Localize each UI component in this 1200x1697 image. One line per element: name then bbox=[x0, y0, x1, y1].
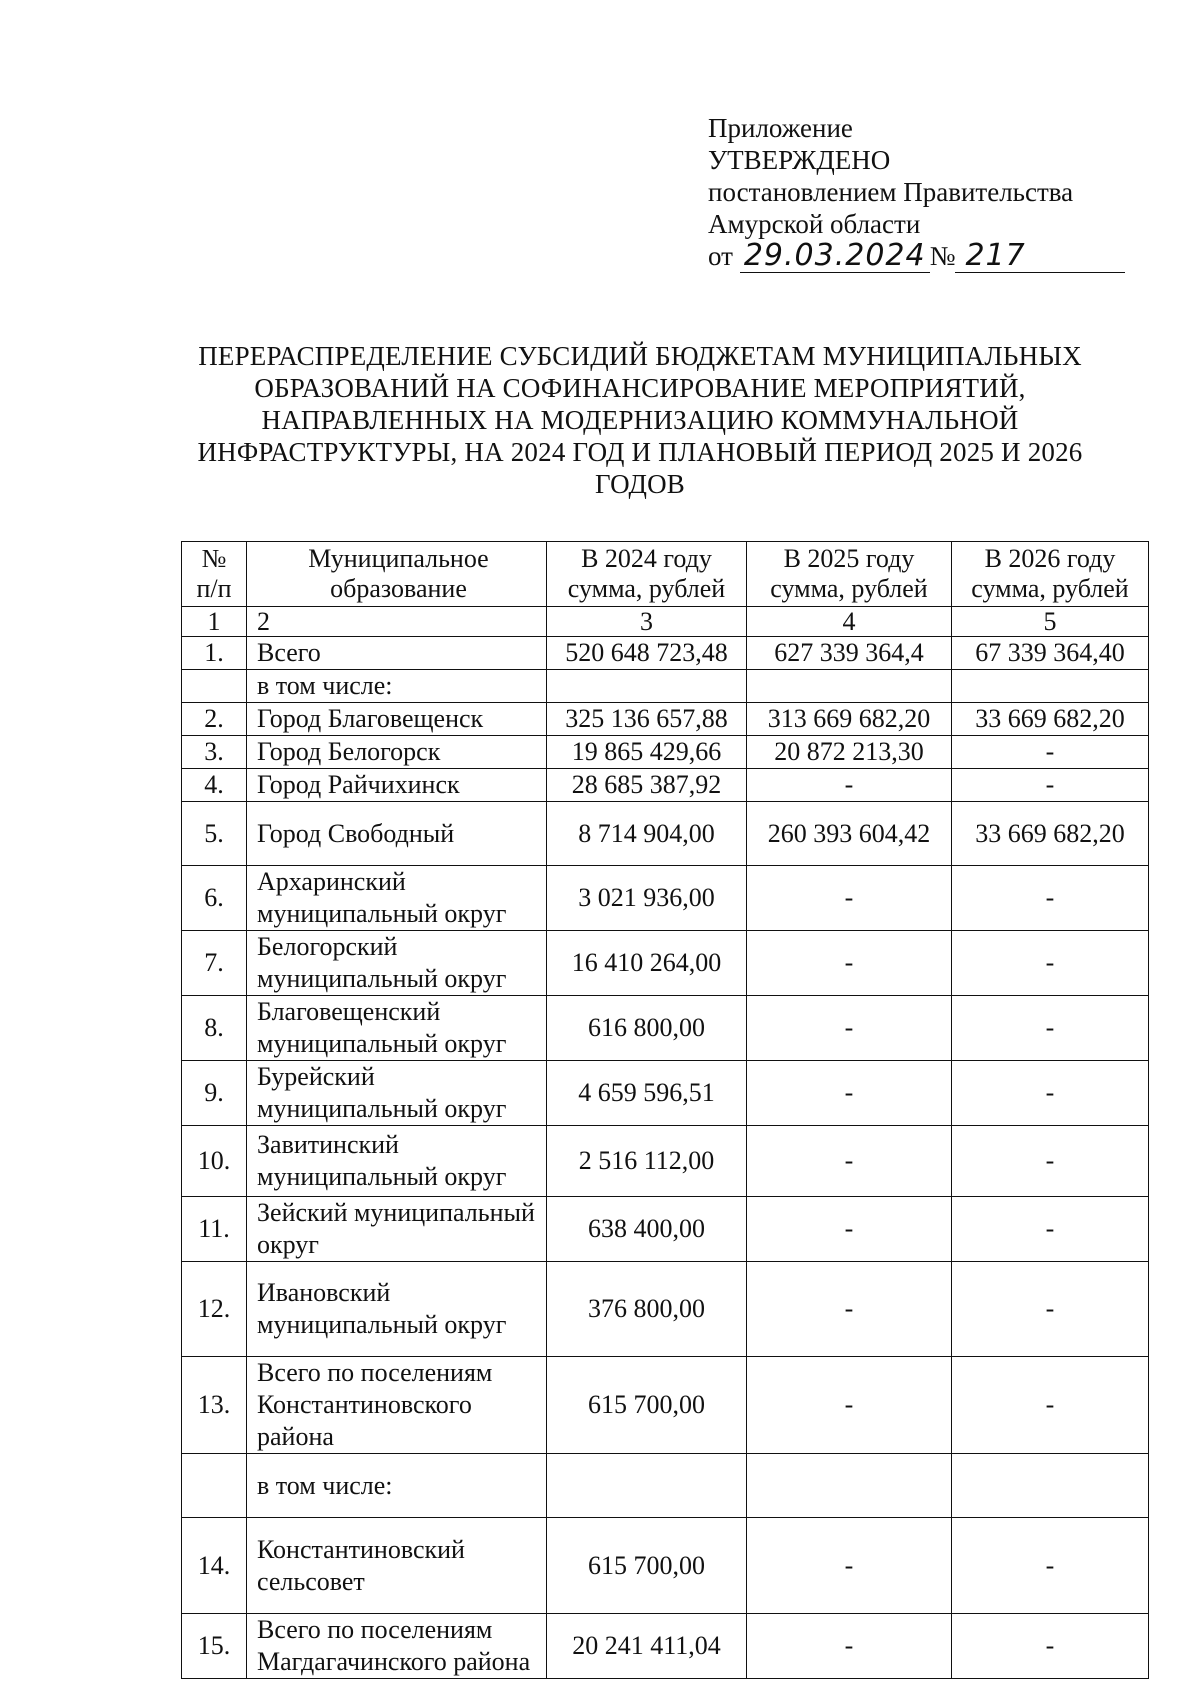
cell-col-4: 313 669 682,20 bbox=[747, 703, 952, 736]
table-row bbox=[182, 931, 1149, 996]
cell-col-5: - bbox=[952, 931, 1149, 996]
cell-col-4: 20 872 213,30 bbox=[747, 736, 952, 769]
region-label: Амурской области bbox=[708, 209, 921, 239]
cell-col-3: 615 700,00 bbox=[547, 1357, 747, 1454]
cell-col-3: 376 800,00 bbox=[547, 1262, 747, 1357]
cell-col-2: Архаринский муниципальный округ bbox=[247, 866, 547, 931]
cell-col-1: 14. bbox=[182, 1518, 247, 1614]
cell-col-1: 11. bbox=[182, 1197, 247, 1262]
table-header-row bbox=[182, 542, 1149, 607]
cell-col-1: 5. bbox=[182, 802, 247, 866]
cell-col-4: 4 bbox=[747, 607, 952, 637]
appendix-label: Приложение bbox=[708, 113, 853, 143]
cell-col-5: - bbox=[952, 1614, 1149, 1679]
cell-col-1 bbox=[182, 1454, 247, 1518]
document-title: ПЕРЕРАСПРЕДЕЛЕНИЕ СУБСИДИЙ БЮДЖЕТАМ МУНИЦИПАЛЬНЫХ ОБРАЗОВАНИЙ НА СОФИНАНСИРОВАНИЕ МЕРОПРИЯТИЙ, НАПРАВЛЕННЫХ НА МОДЕРНИЗАЦИЮ КОММУНАЛЬНОЙ ИНФРАСТРУКТУРЫ, НА 2024 ГОД И ПЛАНОВЫЙ ПЕРИОД 2025 И 2026 ГОДОВ bbox=[197, 341, 1083, 499]
cell-col-5: - bbox=[952, 866, 1149, 931]
cell-col-2: Бурейский муниципальный округ bbox=[247, 1061, 547, 1126]
cell-col-1: 7. bbox=[182, 931, 247, 996]
cell-col-2: Константиновский сельсовет bbox=[247, 1518, 547, 1614]
cell-col-2: Муниципальное образование bbox=[247, 542, 547, 607]
cell-col-3: 325 136 657,88 bbox=[547, 703, 747, 736]
cell-col-4: 260 393 604,42 bbox=[747, 802, 952, 866]
cell-col-4: - bbox=[747, 1262, 952, 1357]
cell-col-3: 8 714 904,00 bbox=[547, 802, 747, 866]
cell-col-3 bbox=[547, 670, 747, 703]
cell-col-3: 2 516 112,00 bbox=[547, 1126, 747, 1197]
approval-block bbox=[708, 112, 1125, 273]
cell-col-2: Город Свободный bbox=[247, 802, 547, 866]
cell-col-2: в том числе: bbox=[247, 670, 547, 703]
table-row bbox=[182, 866, 1149, 931]
cell-col-2: Всего по поселениям Магдагачинского района bbox=[247, 1614, 547, 1679]
cell-col-3: 3 bbox=[547, 607, 747, 637]
cell-col-4: В 2025 году сумма, рублей bbox=[747, 542, 952, 607]
cell-col-3: 616 800,00 bbox=[547, 996, 747, 1061]
table-row bbox=[182, 769, 1149, 802]
cell-col-5: 67 339 364,40 bbox=[952, 637, 1149, 670]
cell-col-2: Завитинский муниципальный округ bbox=[247, 1126, 547, 1197]
cell-col-1: 1. bbox=[182, 637, 247, 670]
resolution-label: постановлением Правительства bbox=[708, 177, 1074, 207]
cell-col-3: 520 648 723,48 bbox=[547, 637, 747, 670]
table-row bbox=[182, 637, 1149, 670]
cell-col-4: - bbox=[747, 1614, 952, 1679]
cell-col-2: Всего bbox=[247, 637, 547, 670]
cell-col-4 bbox=[747, 1454, 952, 1518]
cell-col-5: - bbox=[952, 1126, 1149, 1197]
cell-col-5: 33 669 682,20 bbox=[952, 703, 1149, 736]
cell-col-5: - bbox=[952, 996, 1149, 1061]
cell-col-4: - bbox=[747, 769, 952, 802]
table-row bbox=[182, 1126, 1149, 1197]
cell-col-3: 19 865 429,66 bbox=[547, 736, 747, 769]
cell-col-3: 28 685 387,92 bbox=[547, 769, 747, 802]
cell-col-2: Зейский муниципальный округ bbox=[247, 1197, 547, 1262]
cell-col-2: Всего по поселениям Константиновского района bbox=[247, 1357, 547, 1454]
cell-col-2: Город Райчихинск bbox=[247, 769, 547, 802]
cell-col-5: - bbox=[952, 736, 1149, 769]
cell-col-4 bbox=[747, 670, 952, 703]
table-row bbox=[182, 996, 1149, 1061]
cell-col-5: - bbox=[952, 769, 1149, 802]
cell-col-1: 3. bbox=[182, 736, 247, 769]
table-row bbox=[182, 1518, 1149, 1614]
cell-col-2: Ивановский муниципальный округ bbox=[247, 1262, 547, 1357]
cell-col-3: В 2024 году сумма, рублей bbox=[547, 542, 747, 607]
cell-col-1: 1 bbox=[182, 607, 247, 637]
cell-col-3: 638 400,00 bbox=[547, 1197, 747, 1262]
cell-col-1: 8. bbox=[182, 996, 247, 1061]
table-row bbox=[182, 1357, 1149, 1454]
cell-col-3: 3 021 936,00 bbox=[547, 866, 747, 931]
cell-col-1: № п/п bbox=[182, 542, 247, 607]
column-number-row bbox=[182, 607, 1149, 637]
cell-col-4: - bbox=[747, 1357, 952, 1454]
cell-col-4: - bbox=[747, 1126, 952, 1197]
cell-col-4: - bbox=[747, 931, 952, 996]
cell-col-5: В 2026 году сумма, рублей bbox=[952, 542, 1149, 607]
cell-col-1: 9. bbox=[182, 1061, 247, 1126]
cell-col-3 bbox=[547, 1454, 747, 1518]
cell-col-2: Город Благовещенск bbox=[247, 703, 547, 736]
date-number-line bbox=[708, 240, 1125, 273]
cell-col-2: в том числе: bbox=[247, 1454, 547, 1518]
approved-label: УТВЕРЖДЕНО bbox=[708, 145, 891, 175]
cell-col-1: 6. bbox=[182, 866, 247, 931]
table-row bbox=[182, 1197, 1149, 1262]
cell-col-3: 20 241 411,04 bbox=[547, 1614, 747, 1679]
cell-col-3: 4 659 596,51 bbox=[547, 1061, 747, 1126]
cell-col-5: - bbox=[952, 1262, 1149, 1357]
cell-col-4: - bbox=[747, 1061, 952, 1126]
cell-col-4: - bbox=[747, 1197, 952, 1262]
table-row bbox=[182, 1614, 1149, 1679]
subsidy-table bbox=[181, 541, 1149, 1679]
table-row bbox=[182, 1454, 1149, 1518]
from-label: от bbox=[708, 241, 733, 271]
cell-col-4: - bbox=[747, 1518, 952, 1614]
table-row bbox=[182, 736, 1149, 769]
cell-col-5: 5 bbox=[952, 607, 1149, 637]
cell-col-1: 13. bbox=[182, 1357, 247, 1454]
cell-col-2: Город Белогорск bbox=[247, 736, 547, 769]
cell-col-2: Белогорский муниципальный округ bbox=[247, 931, 547, 996]
table-row bbox=[182, 1262, 1149, 1357]
cell-col-5 bbox=[952, 1454, 1149, 1518]
handwritten-number: 217 bbox=[965, 238, 1026, 273]
cell-col-1: 10. bbox=[182, 1126, 247, 1197]
cell-col-1: 12. bbox=[182, 1262, 247, 1357]
table-row bbox=[182, 670, 1149, 703]
cell-col-5: - bbox=[952, 1357, 1149, 1454]
cell-col-1 bbox=[182, 670, 247, 703]
table-row bbox=[182, 1061, 1149, 1126]
cell-col-4: - bbox=[747, 996, 952, 1061]
cell-col-1: 2. bbox=[182, 703, 247, 736]
cell-col-3: 16 410 264,00 bbox=[547, 931, 747, 996]
cell-col-5: 33 669 682,20 bbox=[952, 802, 1149, 866]
cell-col-2: 2 bbox=[247, 607, 547, 637]
cell-col-1: 4. bbox=[182, 769, 247, 802]
cell-col-4: 627 339 364,4 bbox=[747, 637, 952, 670]
cell-col-1: 15. bbox=[182, 1614, 247, 1679]
table-row bbox=[182, 703, 1149, 736]
cell-col-5: - bbox=[952, 1061, 1149, 1126]
cell-col-4: - bbox=[747, 866, 952, 931]
table-row bbox=[182, 802, 1149, 866]
handwritten-date: 29.03.2024 bbox=[743, 238, 926, 273]
number-label: № bbox=[929, 241, 956, 271]
cell-col-3: 615 700,00 bbox=[547, 1518, 747, 1614]
cell-col-2: Благовещенский муниципальный округ bbox=[247, 996, 547, 1061]
cell-col-5: - bbox=[952, 1197, 1149, 1262]
cell-col-5 bbox=[952, 670, 1149, 703]
cell-col-5: - bbox=[952, 1518, 1149, 1614]
